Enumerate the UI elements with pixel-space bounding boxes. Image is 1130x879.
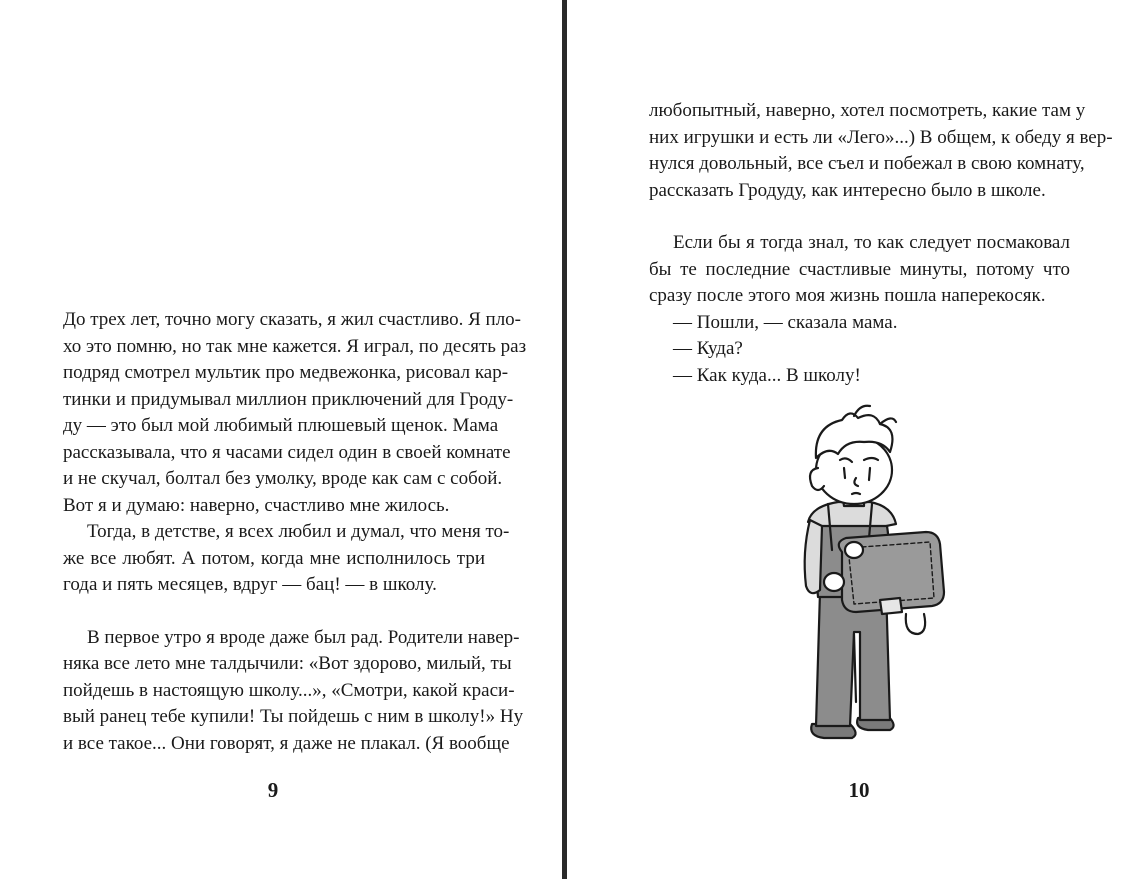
text-line: хо это помню, но так мне кажется. Я играл, по десять раз: [63, 335, 527, 357]
boy-with-backpack-illustration: [794, 402, 974, 747]
paragraph-gap: [649, 204, 1070, 230]
text-line: же все любят. А потом, когда мне исполнилось три: [63, 547, 485, 569]
text-line: Тогда, в детстве, я всех любил и думал, что меня то-: [87, 521, 510, 542]
text-line: До трех лет, точно могу сказать, я жил счастливо. Я пло-: [63, 309, 522, 330]
left-page: [0, 0, 562, 879]
paragraph: [63, 625, 524, 758]
text-line: и не скучал, болтал без умолку, вроде как сам с собой.: [63, 468, 503, 489]
text-line: — Пошли, — сказала мама.: [673, 311, 898, 333]
page-number: 10: [848, 778, 870, 802]
text-line: них игрушки и есть ли «Лего»...) В общем, к обеду я вер-: [649, 126, 1113, 148]
text-line: няка все лето мне талдычили: «Вот здорово, милый, ты: [63, 653, 512, 674]
text-line: В первое утро я вроде даже был рад. Родители навер-: [87, 626, 520, 648]
dialogue-line: [649, 310, 1070, 337]
text-line: бы те последние счастливые минуты, потому что: [649, 258, 1070, 280]
paragraph: [649, 98, 1113, 204]
text-line: — Куда?: [673, 338, 743, 359]
text-line: года и пять месяцев, вдруг — бац! — в школу.: [63, 574, 437, 595]
page-number: 9: [267, 778, 279, 802]
text-line: Вот я и думаю: наверно, счастливо мне жилось.: [63, 494, 450, 516]
text-line: — Как куда... В школу!: [673, 364, 861, 386]
left-page-text: [63, 307, 527, 757]
text-line: сразу после этого моя жизнь пошла наперекосяк.: [649, 285, 1046, 306]
text-line: подряд смотрел мультик про медвежонка, рисовал кар-: [63, 362, 509, 383]
text-line: пойдешь в настоящую школу...», «Смотри, какой краси-: [63, 679, 515, 701]
paragraph: [649, 230, 1070, 310]
right-page-text: [649, 98, 1113, 389]
text-line: нулся довольный, все съел и побежал в свою комнату,: [649, 153, 1085, 174]
right-page: [568, 0, 1130, 879]
dialogue-line: [649, 363, 1070, 390]
text-line: и все такое... Они говорят, я даже не плакал. (Я вообще: [63, 732, 510, 754]
dialogue-line: [649, 336, 1070, 363]
text-line: любопытный, наверно, хотел посмотреть, какие там у: [649, 100, 1086, 121]
book-gutter: [562, 0, 567, 879]
text-line: вый ранец тебе купили! Ты пойдешь с ним в школу!» Ну: [63, 706, 524, 727]
text-line: рассказать Гродуду, как интересно было в школе.: [649, 179, 1046, 201]
text-line: тинки и придумывал миллион приключений для Гроду-: [63, 388, 514, 410]
text-line: рассказывала, что я часами сидел один в своей комнате: [63, 441, 511, 463]
paragraph-gap: [63, 599, 485, 625]
text-line: Если бы я тогда знал, то как следует посмаковал: [673, 232, 1070, 253]
text-line: ду — это был мой любимый плюшевый щенок. Мама: [63, 415, 499, 436]
paragraph: [63, 519, 510, 599]
paragraph: [63, 307, 527, 519]
